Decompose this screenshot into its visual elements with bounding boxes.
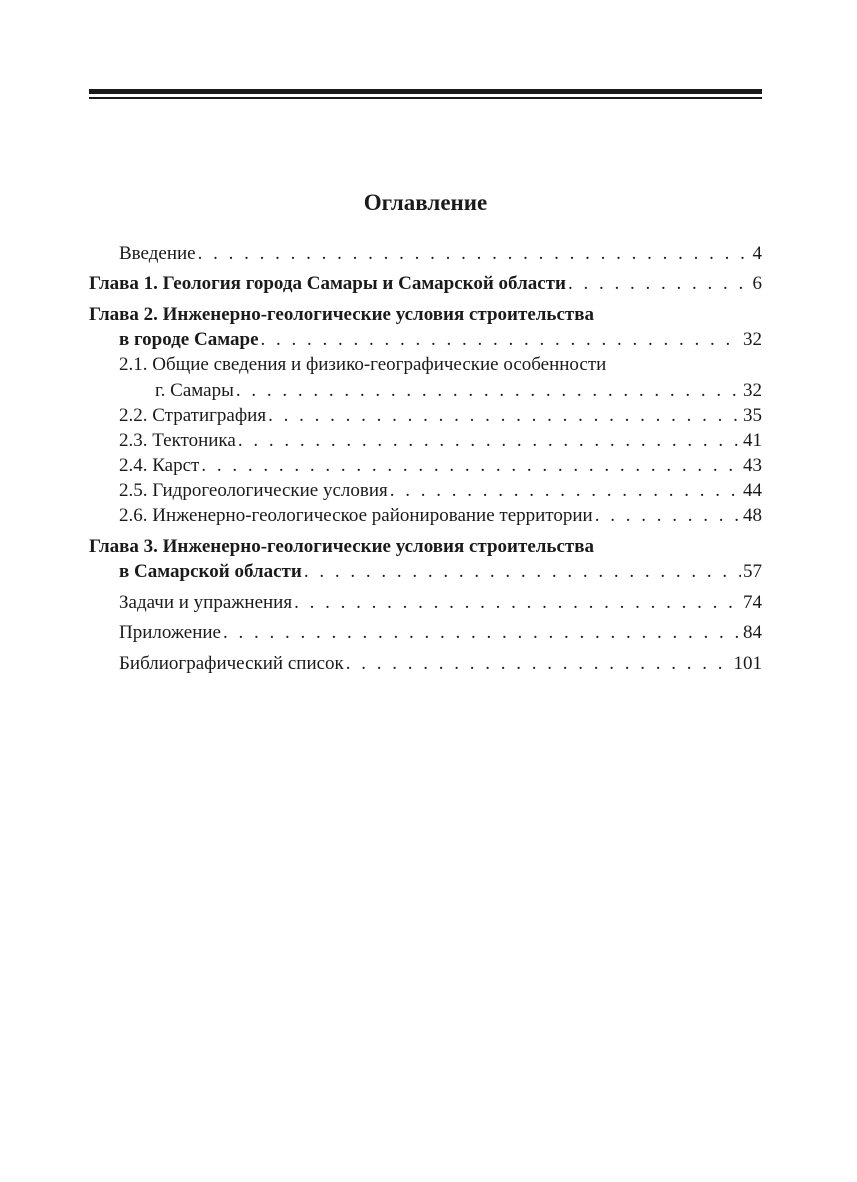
toc-leader-dots (268, 402, 741, 430)
header-rule-thin (89, 97, 762, 99)
toc-entry-label: в Самарской области (119, 561, 302, 582)
toc-entry-label: Приложение (119, 622, 221, 643)
toc-leader-dots (223, 619, 741, 647)
toc-entry-intro[interactable] (89, 240, 762, 268)
toc-entry-label: г. Самары (155, 380, 234, 401)
toc-entry-tasks[interactable] (89, 589, 762, 617)
toc-entry-page: 6 (752, 273, 762, 294)
toc-leader-dots (238, 427, 741, 455)
toc-entry-label: 2.4. Карст (119, 455, 200, 476)
toc-entry-section-2-3[interactable] (89, 427, 762, 455)
toc-entry-label: 2.2. Стратиграфия (119, 405, 267, 426)
toc-leader-dots (390, 477, 741, 505)
toc-entry-section-2-2[interactable] (89, 402, 762, 430)
toc-leader-dots (236, 377, 741, 405)
toc-entry-label: 2.5. Гидрогеологические условия (119, 480, 388, 501)
toc-entry-page: 35 (743, 405, 762, 426)
page-title: Оглавление (363, 190, 488, 215)
toc-entry-label: Введение (119, 243, 196, 264)
toc-entry-label: в городе Самаре (119, 329, 259, 350)
toc-entry-label: 2.3. Тектоника (119, 430, 236, 451)
toc-entry-bibliography[interactable] (89, 650, 762, 678)
toc-entry-label: Задачи и упражнения (119, 592, 293, 613)
toc-entry-page: 74 (743, 592, 762, 613)
toc-entry-chapter-2[interactable] (89, 326, 762, 354)
toc-leader-dots (595, 502, 741, 530)
toc-entry-section-2-5[interactable] (89, 477, 762, 505)
toc-entry-label: Глава 1. Геология города Самары и Самарской области (89, 273, 566, 294)
header-rule-thick (89, 89, 762, 94)
toc-entry-page: 101 (733, 653, 762, 674)
toc-entry-page: 84 (743, 622, 762, 643)
toc-entry-chapter-3-line1[interactable]: Глава 3. Инженерно-геологические условия строительства (89, 536, 594, 557)
toc-leader-dots (304, 558, 741, 586)
toc-entry-section-2-6[interactable] (89, 502, 762, 530)
toc-entry-label: Библиографический список (119, 653, 344, 674)
toc-entry-page: 48 (743, 505, 762, 526)
toc-leader-dots (294, 589, 741, 617)
toc-entry-chapter-1[interactable] (89, 270, 762, 298)
toc-leader-dots (346, 650, 732, 678)
toc-entry-section-2-1[interactable] (89, 377, 762, 405)
toc-leader-dots (568, 270, 751, 298)
toc-entry-section-2-4[interactable] (89, 452, 762, 480)
toc-entry-page: 57 (743, 561, 762, 582)
toc-leader-dots (198, 240, 751, 268)
toc-leader-dots (261, 326, 741, 354)
toc-leader-dots (201, 452, 741, 480)
toc-entry-page: 32 (743, 329, 762, 350)
toc-entry-chapter-3[interactable] (89, 558, 762, 586)
toc-entry-page: 32 (743, 380, 762, 401)
toc-entry-section-2-1-line1[interactable]: 2.1. Общие сведения и физико-географические особенности (119, 354, 607, 375)
toc-entry-page: 41 (743, 430, 762, 451)
toc-entry-page: 43 (743, 455, 762, 476)
toc-entry-label: 2.6. Инженерно-геологическое районирование территории (119, 505, 593, 526)
toc-entry-page: 4 (752, 243, 762, 264)
toc-entry-appendix[interactable] (89, 619, 762, 647)
toc-entry-chapter-2-line1[interactable]: Глава 2. Инженерно-геологические условия строительства (89, 304, 594, 325)
toc-entry-page: 44 (743, 480, 762, 501)
